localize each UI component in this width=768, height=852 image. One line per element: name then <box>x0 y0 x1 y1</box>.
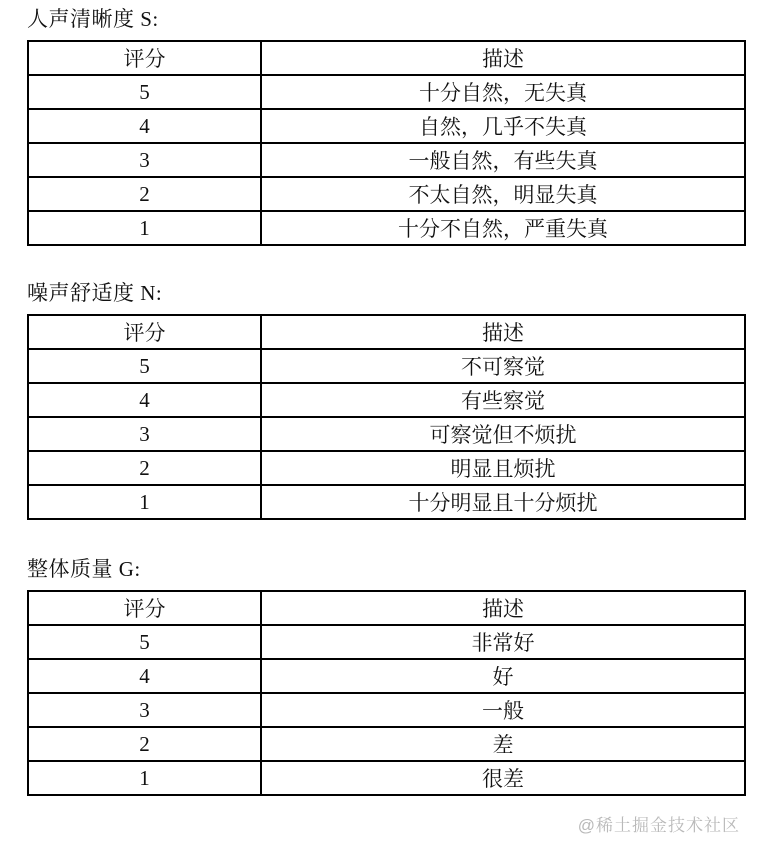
table-header-row <box>28 41 745 75</box>
noise-comfort-table <box>27 314 746 520</box>
description-cell: 十分明显且十分烦扰 <box>261 485 745 519</box>
overall-quality-title: 整体质量 G: <box>27 557 141 581</box>
score-cell: 3 <box>28 143 261 177</box>
description-cell: 可察觉但不烦扰 <box>261 417 745 451</box>
description-cell: 一般 <box>261 693 745 727</box>
description-cell: 有些察觉 <box>261 383 745 417</box>
table-header-row <box>28 315 745 349</box>
noise-comfort-title: 噪声舒适度 N: <box>27 281 163 305</box>
score-cell: 1 <box>28 761 261 795</box>
description-cell: 一般自然，有些失真 <box>261 143 745 177</box>
description-cell: 好 <box>261 659 745 693</box>
speech-clarity-table <box>27 40 746 246</box>
description-cell: 十分不自然，严重失真 <box>261 211 745 245</box>
table-row <box>28 727 745 761</box>
description-cell: 差 <box>261 727 745 761</box>
score-cell: 5 <box>28 625 261 659</box>
table-row <box>28 349 745 383</box>
score-cell: 3 <box>28 417 261 451</box>
table-row <box>28 109 745 143</box>
description-cell: 不可察觉 <box>261 349 745 383</box>
description-cell: 很差 <box>261 761 745 795</box>
score-cell: 4 <box>28 659 261 693</box>
description-cell: 自然，几乎不失真 <box>261 109 745 143</box>
score-cell: 1 <box>28 485 261 519</box>
table-row <box>28 485 745 519</box>
score-cell: 5 <box>28 75 261 109</box>
description-cell: 十分自然，无失真 <box>261 75 745 109</box>
table-row <box>28 383 745 417</box>
header-description: 描述 <box>261 591 745 625</box>
header-description: 描述 <box>261 315 745 349</box>
table-row <box>28 75 745 109</box>
table-header-row <box>28 591 745 625</box>
table-row <box>28 625 745 659</box>
table-row <box>28 143 745 177</box>
overall-quality-section <box>27 556 768 796</box>
table-row <box>28 693 745 727</box>
header-description: 描述 <box>261 41 745 75</box>
table-row <box>28 451 745 485</box>
site-watermark: @稀土掘金技术社区 <box>577 816 740 835</box>
overall-quality-table <box>27 590 746 796</box>
score-cell: 2 <box>28 177 261 211</box>
score-cell: 5 <box>28 349 261 383</box>
score-cell: 4 <box>28 383 261 417</box>
score-cell: 4 <box>28 109 261 143</box>
noise-comfort-section <box>27 280 768 520</box>
table-row <box>28 177 745 211</box>
table-row <box>28 417 745 451</box>
description-cell: 不太自然，明显失真 <box>261 177 745 211</box>
score-cell: 2 <box>28 451 261 485</box>
table-row <box>28 659 745 693</box>
header-score: 评分 <box>28 315 261 349</box>
description-cell: 非常好 <box>261 625 745 659</box>
table-row <box>28 211 745 245</box>
speech-clarity-section <box>27 6 768 246</box>
table-row <box>28 761 745 795</box>
header-score: 评分 <box>28 591 261 625</box>
score-cell: 2 <box>28 727 261 761</box>
score-cell: 1 <box>28 211 261 245</box>
score-cell: 3 <box>28 693 261 727</box>
description-cell: 明显且烦扰 <box>261 451 745 485</box>
speech-clarity-title: 人声清晰度 S: <box>27 7 159 31</box>
header-score: 评分 <box>28 41 261 75</box>
